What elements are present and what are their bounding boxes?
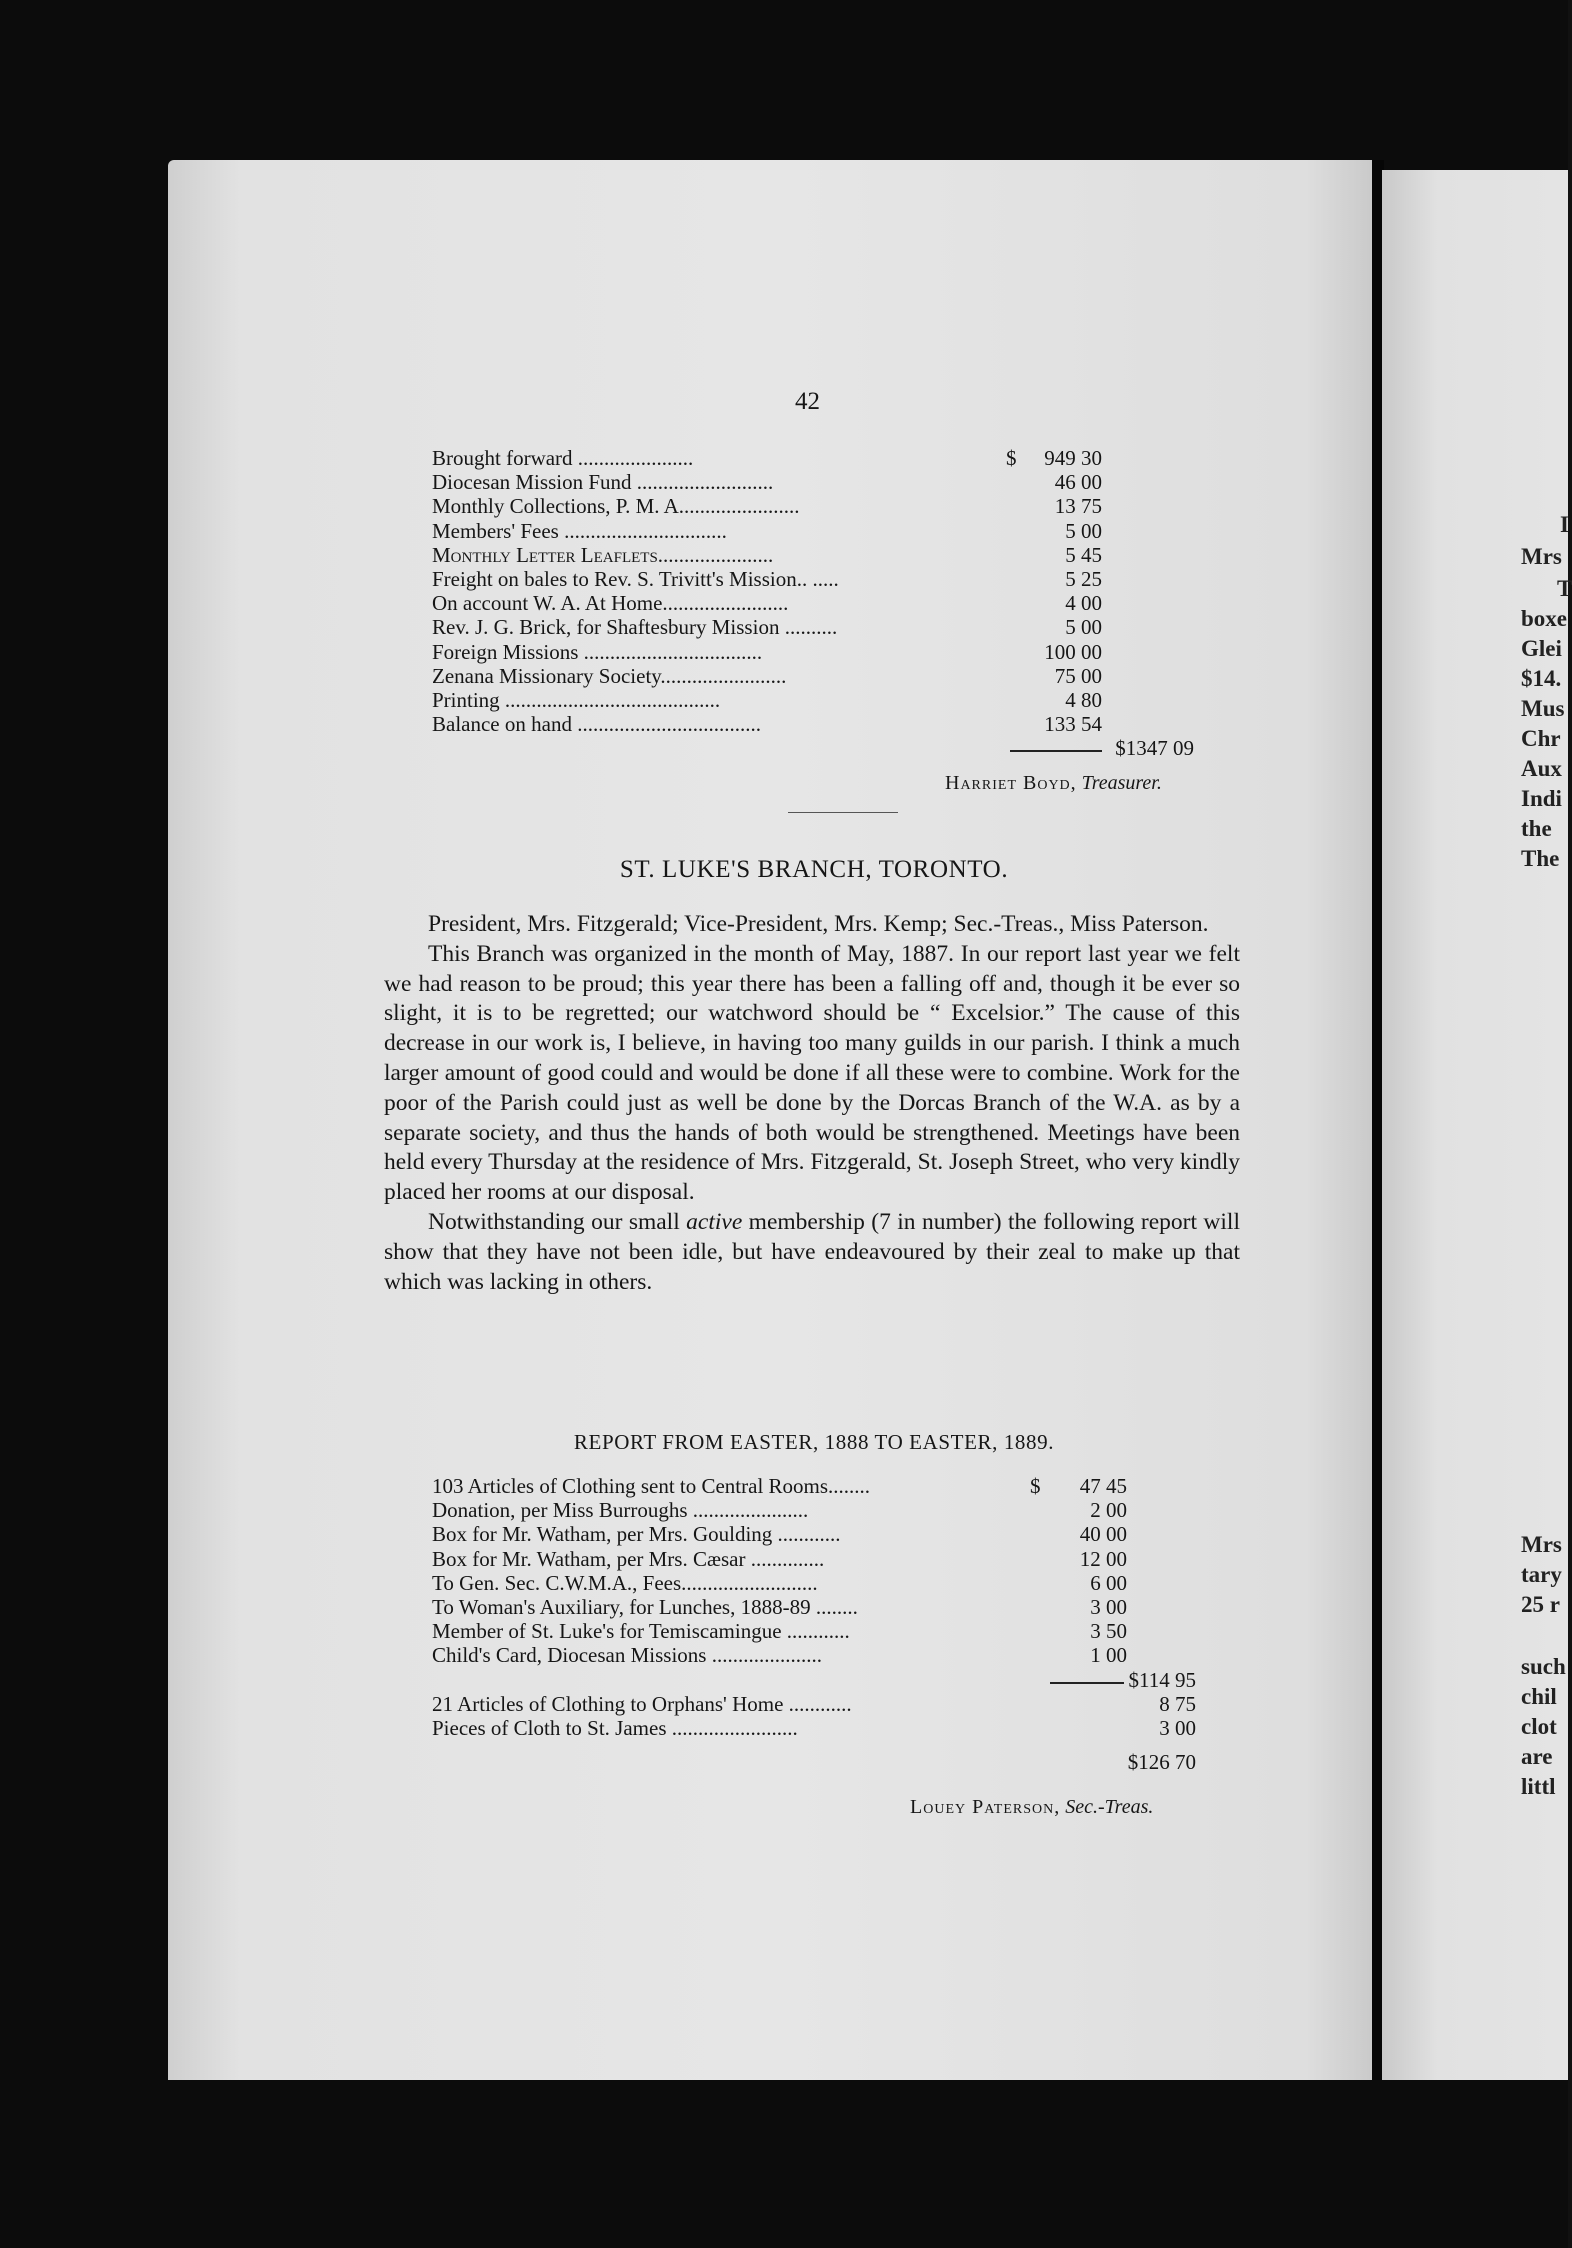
adjacent-page-fragment: 25 r: [1521, 1592, 1560, 1617]
report-label: To Woman's Auxiliary, for Lunches, 1888-89 ........: [432, 1594, 858, 1619]
report-amount: 6 00: [1090, 1570, 1127, 1595]
report-amount: 3 00: [1159, 1715, 1196, 1740]
ledger-label: Diocesan Mission Fund ..........................: [432, 470, 774, 495]
report-amount: 8 75: [1159, 1691, 1196, 1716]
total-rule: [1010, 750, 1102, 752]
report-label: 103 Articles of Clothing sent to Central Rooms........: [432, 1474, 871, 1498]
ledger-amount: 133 54: [1044, 712, 1102, 737]
membership-text-end: membership (7 in number) the following report will show that they have not been idle, but have endeavoured by their zeal to make up that which was lacking in others.: [384, 1208, 1240, 1295]
report-row: [432, 1522, 1192, 1546]
report-amount: 3 00: [1090, 1594, 1127, 1619]
treasurer-role: Treasurer.: [1081, 772, 1162, 794]
treasurer-ledger: [432, 446, 1192, 760]
ledger-amount: 5 00: [1065, 518, 1102, 543]
report-label: Pieces of Cloth to St. James ........................: [432, 1715, 798, 1740]
ledger-total-row: [432, 736, 1192, 760]
ledger-row: [432, 446, 1192, 470]
dollar-sign: $: [1006, 446, 1017, 470]
secretary-role: Sec.-Treas.: [1065, 1796, 1154, 1818]
ledger-row: [432, 470, 1192, 494]
report-row: [432, 1595, 1192, 1619]
report-row: [432, 1547, 1192, 1571]
ledger-label: Balance on hand ...................................: [432, 712, 761, 737]
ledger-amount: 13 75: [1054, 494, 1102, 519]
adjacent-page-fragment: Mus: [1521, 696, 1565, 721]
subtotal-rule: [1050, 1682, 1124, 1684]
ledger-label: Printing .........................................: [432, 687, 721, 712]
ledger-amount: 100 00: [1044, 639, 1102, 664]
adjacent-page-fragment: The: [1521, 846, 1560, 871]
ledger-label: Rev. J. G. Brick, for Shaftesbury Mission ..........: [432, 615, 838, 640]
ledger-row: [432, 567, 1192, 591]
ledger-label: On account W. A. At Home........................: [432, 591, 789, 616]
ledger-label: Monthly Letter Leaflets......................: [432, 542, 774, 567]
ledger-label: Freight on bales to Rev. S. Trivitt's Mission.. .....: [432, 566, 839, 591]
report-label: Child's Card, Diocesan Missions .....................: [432, 1643, 822, 1668]
secretary-name: Louey Paterson,: [910, 1796, 1061, 1818]
report-paragraph: This Branch was organized in the month of May, 1887. In our report last year we felt we had reason to be proud; this year there has been a falling off and, though it be ever so slight, it is to be regretted; our watchword should be “ Excelsior.” The cause of this decrease in our work is, I believe, in having too many guilds in our parish. I think a much larger amount of good could and would be done if all these were to combine. Work for the poor of the Parish could just as well be done by the Dorcas Branch of the W.A. as by a separate society, and thus the hands of both would be strengthened. Meetings have been held every Thursday at the residence of Mrs. Fitzgerald, St. Joseph Street, who very kindly placed her rooms at our disposal.: [384, 940, 1240, 1206]
adjacent-page-fragment: are: [1521, 1744, 1553, 1769]
officers-paragraph: President, Mrs. Fitzgerald; Vice-President, Mrs. Kemp; Sec.-Treas., Miss Paterson.: [428, 911, 1209, 937]
adjacent-page-fragment: Aux: [1521, 756, 1562, 781]
ledger-amount: 5 45: [1065, 542, 1102, 567]
adjacent-page-fragment: clot: [1521, 1714, 1557, 1739]
ledger-amount: 5 25: [1065, 566, 1102, 591]
report-grand-total: $126 70: [1127, 1750, 1196, 1775]
ledger-amount: 5 00: [1065, 615, 1102, 640]
report-amount: 40 00: [1079, 1522, 1127, 1547]
treasurer-signature: [945, 772, 1162, 795]
adjacent-page-fragment: $14.: [1521, 666, 1562, 691]
report-label: Box for Mr. Watham, per Mrs. Goulding ............: [432, 1522, 841, 1547]
report-row: [432, 1474, 1192, 1498]
ledger-amount: 75 00: [1054, 663, 1102, 688]
adjacent-page-fragment: such: [1521, 1654, 1566, 1679]
report-row: [432, 1571, 1192, 1595]
adjacent-page-fragment: Chr: [1521, 726, 1561, 751]
ledger-row: [432, 519, 1192, 543]
report-amount: 47 45: [1079, 1474, 1127, 1498]
ledger-row: [432, 543, 1192, 567]
membership-text-start: Notwithstanding our small: [428, 1208, 687, 1235]
ledger-label: Members' Fees ...............................: [432, 518, 727, 543]
report-subtotal: $114 95: [1128, 1667, 1196, 1692]
page-number: 42: [795, 388, 820, 415]
ledger-amount: 4 80: [1065, 687, 1102, 712]
adjacent-page-fragment: Mrs: [1521, 1532, 1562, 1557]
ledger-row: [432, 712, 1192, 736]
ledger-amount: 4 00: [1065, 591, 1102, 616]
ledger-label: Foreign Missions ..................................: [432, 639, 763, 664]
report-label: To Gen. Sec. C.W.M.A., Fees..........................: [432, 1570, 818, 1595]
report-row: [432, 1498, 1192, 1522]
ledger-row: [432, 591, 1192, 615]
adjacent-page-fragment: tary: [1521, 1562, 1562, 1587]
adjacent-page-fragment: littl: [1521, 1774, 1556, 1799]
adjacent-page-fragment: Indi: [1521, 786, 1562, 811]
ledger-amount: 949 30: [1044, 446, 1102, 470]
adjacent-page-fragment: Glei: [1521, 636, 1562, 661]
ledger-row: [432, 494, 1192, 518]
report-heading: REPORT FROM EASTER, 1888 TO EASTER, 1889.: [573, 1430, 1055, 1454]
report-grand-total-row: [432, 1750, 1196, 1775]
report-label: Box for Mr. Watham, per Mrs. Cæsar ..............: [432, 1546, 825, 1571]
report-row: [432, 1619, 1192, 1643]
adjacent-page-fragment: chil: [1521, 1684, 1557, 1709]
dollar-sign: $: [1030, 1474, 1041, 1498]
report-extra-row: [432, 1715, 1196, 1740]
ledger-row: [432, 664, 1192, 688]
adjacent-page-fragment: the: [1521, 816, 1552, 841]
ledger-row: [432, 640, 1192, 664]
adjacent-page-fragment: Mrs: [1521, 544, 1562, 569]
branch-heading: ST. LUKE'S BRANCH, TORONTO.: [619, 856, 1009, 883]
adjacent-page-fragment: T: [1557, 576, 1572, 601]
report-amount: 2 00: [1090, 1498, 1127, 1523]
adjacent-page-fragment: boxe: [1521, 606, 1567, 631]
report-subtotal-row: [432, 1667, 1196, 1692]
membership-emphasis: active: [686, 1208, 743, 1235]
section-divider: [788, 812, 898, 813]
ledger-row: [432, 615, 1192, 639]
ledger-label: Zenana Missionary Society........................: [432, 663, 787, 688]
report-label: Donation, per Miss Burroughs ......................: [432, 1498, 809, 1523]
membership-paragraph: [384, 1208, 1240, 1297]
report-label: 21 Articles of Clothing to Orphans' Home ............: [432, 1691, 852, 1716]
ledger-row: [432, 688, 1192, 712]
report-amount: 3 50: [1090, 1619, 1127, 1644]
report-label: Member of St. Luke's for Temiscamingue ............: [432, 1619, 850, 1644]
branch-prose: [384, 910, 1240, 1297]
branch-report-ledger: [432, 1474, 1196, 1775]
ledger-label: Monthly Collections, P. M. A.......................: [432, 494, 800, 519]
report-row: [432, 1643, 1192, 1667]
secretary-signature: [910, 1796, 1153, 1819]
ledger-amount: 46 00: [1054, 470, 1102, 495]
ledger-total: $1347 09: [1115, 736, 1194, 761]
ledger-label: Brought forward ......................: [432, 446, 694, 470]
report-extra-row: [432, 1691, 1196, 1716]
report-amount: 12 00: [1079, 1546, 1127, 1571]
report-amount: 1 00: [1090, 1643, 1127, 1668]
adjacent-page-fragment: I: [1560, 512, 1569, 537]
treasurer-name: Harriet Boyd,: [945, 772, 1077, 794]
